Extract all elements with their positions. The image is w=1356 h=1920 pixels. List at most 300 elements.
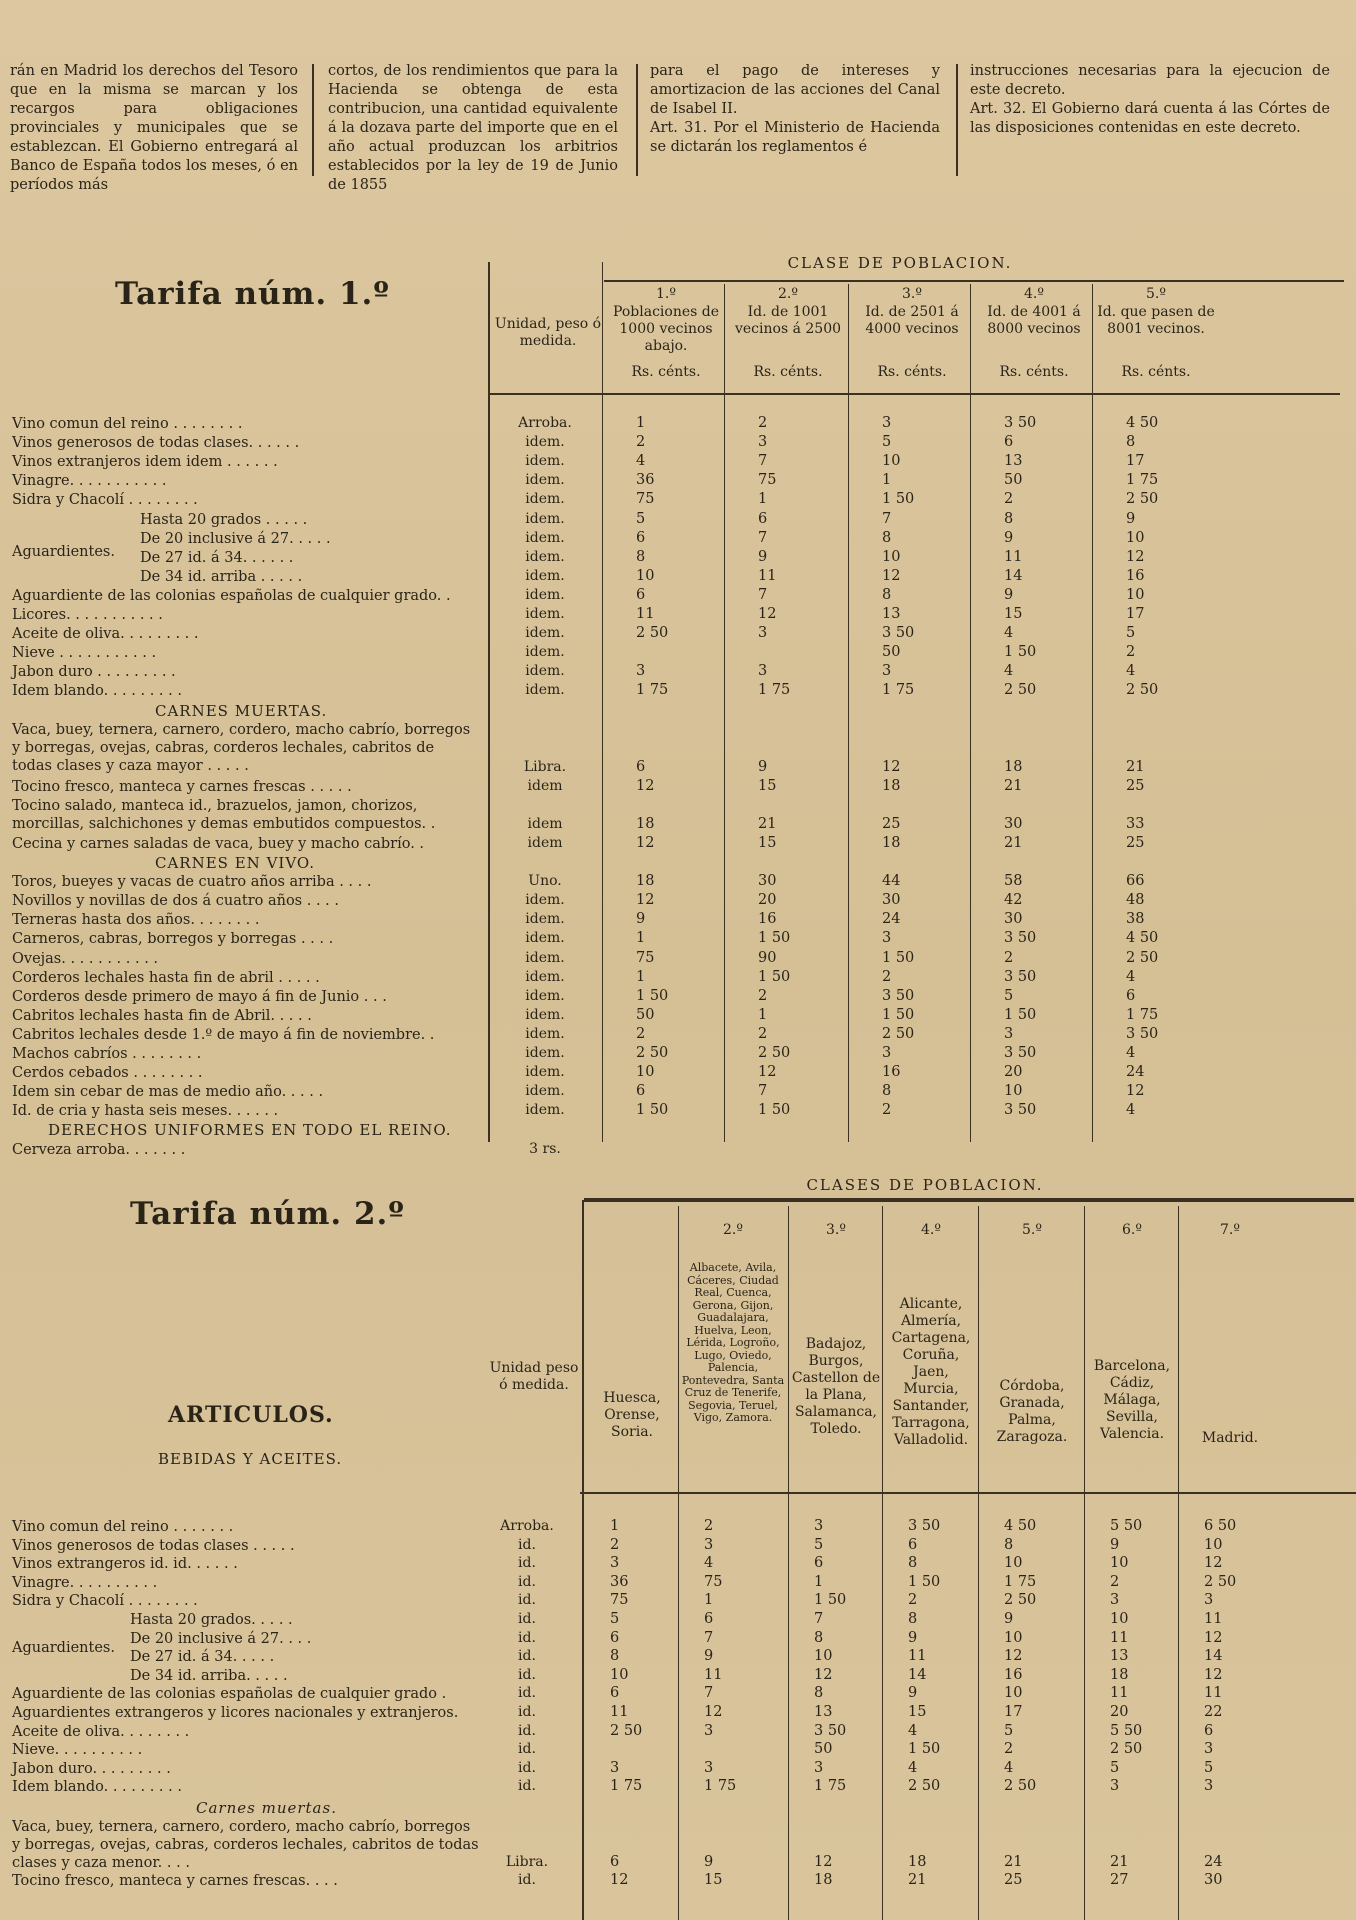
row-unit: Arroba.: [500, 1518, 554, 1534]
rate-value: 6: [610, 1853, 620, 1870]
tarifa-row-label: Aguardiente de las colonias españolas de cualquier grado .: [12, 1686, 447, 1703]
rate-value: 50: [814, 1741, 833, 1758]
uniformes-heading: DERECHOS UNIFORMES EN TODO EL REINO.: [48, 1121, 452, 1140]
tarifa-row-label: Aguardiente de las colonias españolas de cualquier grado. .: [12, 587, 451, 604]
rate-value: 7: [758, 586, 768, 603]
header-rule: [580, 1492, 1356, 1494]
rate-value: 10: [1110, 1611, 1129, 1627]
rate-value: 16: [758, 911, 777, 928]
rate-value: 9: [704, 1853, 714, 1870]
rate-value: 18: [1004, 758, 1023, 775]
tarifa-row-label: Vinos generosos de todas clases. . . . . .: [12, 435, 300, 452]
column-rule: [788, 1206, 789, 1920]
tarifa-row-label: De 27 id. á 34. . . . .: [130, 1649, 275, 1666]
rate-value: 36: [636, 472, 655, 489]
rate-value: 12: [1126, 1083, 1145, 1100]
row-unit: idem.: [525, 1006, 565, 1023]
rate-value: 10: [1004, 1685, 1023, 1702]
rate-value: 2: [636, 1025, 646, 1042]
rate-value: 3 50: [1004, 1045, 1037, 1061]
tarifa-row-label: Cabritos lechales desde 1.º de mayo á fin de noviembre. .: [12, 1026, 435, 1043]
rate-value: 10: [814, 1648, 833, 1665]
rate-value: 6: [610, 1629, 620, 1646]
rate-value: 3: [758, 663, 768, 680]
row-unit: idem.: [525, 586, 565, 603]
rate-value: 75: [636, 949, 655, 966]
column-rule: [848, 284, 849, 1142]
rate-value: 17: [1126, 453, 1145, 470]
class-number: 7.º: [1220, 1222, 1240, 1238]
rate-value: 8: [1004, 510, 1014, 527]
class-description: Poblaciones de 1000 vecinos abajo.: [613, 304, 719, 354]
rate-value: 2 50: [610, 1722, 643, 1739]
rate-value: 17: [1004, 1704, 1023, 1720]
rate-value: 24: [1204, 1853, 1223, 1870]
rate-value: 10: [882, 548, 901, 565]
rate-value: 6: [636, 758, 646, 775]
rate-value: 9: [704, 1648, 714, 1665]
rate-value: 3: [814, 1518, 824, 1534]
rate-value: 16: [1126, 567, 1145, 584]
rate-value: 8: [882, 586, 892, 603]
rate-value: 10: [1126, 586, 1145, 603]
rate-value: 3: [882, 415, 892, 431]
rate-value: 3: [882, 930, 892, 947]
rate-value: 4: [1126, 968, 1136, 985]
rate-value: 6: [1004, 434, 1014, 451]
row-unit: idem.: [525, 682, 565, 699]
rate-value: 16: [882, 1064, 901, 1081]
rate-value: 1 75: [704, 1778, 737, 1795]
rate-value: 1 75: [1004, 1573, 1037, 1590]
rate-value: 1 75: [814, 1778, 847, 1795]
tarifa-2-title: Tarifa núm. 2.º: [130, 1196, 405, 1232]
rate-value: 10: [636, 567, 655, 584]
rate-value: 6: [636, 586, 646, 603]
rate-value: 6: [1126, 987, 1136, 1004]
rate-value: 14: [1204, 1648, 1223, 1665]
row-unit: id.: [518, 1722, 536, 1739]
rate-value: 12: [758, 1064, 777, 1081]
rate-value: 12: [882, 758, 901, 775]
rate-value: 2 50: [758, 1045, 791, 1061]
tarifa-row-label: Nieve. . . . . . . . . .: [12, 1742, 143, 1759]
rate-value: 13: [1004, 453, 1023, 470]
class-number: 1.º: [656, 286, 676, 302]
rate-value: 5: [1126, 625, 1136, 642]
rate-value: 25: [1126, 777, 1145, 794]
tarifa-row-label: Vaca, buey, ternera, carnero, cordero, macho cabrío, borregos y borregas, ovejas, cabras, corderos lechales, cabritos de todas clases y caza menor. . . .: [12, 1818, 479, 1871]
carnes-vivo-heading: CARNES EN VIVO.: [155, 854, 316, 872]
rate-value: 6: [814, 1555, 824, 1572]
rate-value: 9: [1126, 510, 1136, 527]
rate-value: 1 75: [610, 1778, 643, 1795]
rate-value: 3: [1110, 1778, 1120, 1795]
tarifa-row-label: Id. de cria y hasta seis meses. . . . . .: [12, 1103, 279, 1120]
rate-value: 2: [1004, 949, 1014, 966]
rate-value: 66: [1126, 873, 1145, 890]
rate-value: 50: [636, 1006, 655, 1023]
tarifa-row-label: Tocino salado, manteca id., brazuelos, jamon, chorizos, morcillas, salchichones y demas embutidos compuestos. .: [12, 797, 436, 832]
rate-value: 1 50: [636, 987, 669, 1004]
rate-value: 2: [636, 434, 646, 451]
row-unit: idem.: [525, 453, 565, 470]
rate-value: 3 50: [814, 1722, 847, 1739]
rate-value: 1: [636, 415, 646, 431]
column-rule: [978, 1206, 979, 1920]
rate-value: 2 50: [1004, 1592, 1037, 1609]
row-unit: idem.: [525, 663, 565, 680]
rate-value: 9: [1004, 529, 1014, 546]
rate-value: 1 50: [636, 1102, 669, 1119]
tarifa-1-unit-header: Unidad, peso ó medida.: [494, 316, 602, 349]
rate-value: 8: [636, 548, 646, 565]
rate-value: 9: [1004, 586, 1014, 603]
rate-value: 3: [1204, 1592, 1214, 1609]
tarifa-row-label: Vino comun del reino . . . . . . . .: [12, 416, 243, 432]
rate-value: 25: [1004, 1872, 1023, 1889]
rate-value: 12: [636, 892, 655, 909]
rate-value: 4: [1126, 1102, 1136, 1119]
rate-value: 11: [1110, 1629, 1129, 1646]
tarifa-row-label: Vinagre. . . . . . . . . .: [12, 1574, 158, 1591]
rate-value: 3: [704, 1759, 714, 1776]
rate-value: 24: [1126, 1064, 1145, 1081]
class-cities: Huesca, Orense, Soria.: [603, 1390, 661, 1440]
rate-value: 8: [814, 1629, 824, 1646]
tarifa-row-label: Hasta 20 grados . . . . .: [140, 511, 308, 528]
rate-value: 21: [1004, 777, 1023, 794]
tarifa-row-label: Idem sin cebar de mas de medio año. . . . .: [12, 1084, 324, 1101]
tarifa-row-label: Idem blando. . . . . . . . .: [12, 1779, 182, 1796]
rate-value: 8: [882, 529, 892, 546]
rate-value: 3: [882, 1045, 892, 1061]
rate-value: 18: [1110, 1666, 1129, 1683]
rate-value: 14: [1004, 567, 1023, 584]
rate-value: 1: [636, 968, 646, 985]
rate-value: 12: [610, 1872, 629, 1889]
rate-value: 2: [1004, 491, 1014, 508]
column-rule: [636, 64, 638, 176]
rate-value: 90: [758, 949, 777, 966]
rate-value: 3 50: [882, 987, 915, 1004]
row-unit: id.: [518, 1629, 536, 1646]
rate-value: 48: [1126, 892, 1145, 909]
tarifa-row-label: Aguardientes extrangeros y licores nacionales y extranjeros.: [12, 1705, 459, 1721]
tarifa-row-label: Tocino fresco, manteca y carnes frescas. . . .: [12, 1873, 338, 1890]
rate-value: 3: [1204, 1741, 1214, 1758]
rate-value: 3: [1204, 1778, 1214, 1795]
aguardientes-label: Aguardientes.: [12, 1640, 115, 1656]
rate-value: 27: [1110, 1872, 1129, 1889]
class-cities: Barcelona, Cádiz, Málaga, Sevilla, Valencia.: [1093, 1358, 1171, 1442]
rate-value: 18: [636, 815, 655, 832]
rate-value: 8: [882, 1083, 892, 1100]
rate-value: 1 50: [1004, 1006, 1037, 1023]
rate-value: 14: [908, 1666, 927, 1683]
rate-value: 11: [704, 1666, 723, 1683]
rate-value: 8: [814, 1685, 824, 1702]
rate-value: 1: [758, 491, 768, 508]
rate-value: 3: [882, 663, 892, 680]
rate-value: 3: [758, 434, 768, 451]
class-cities: Badajoz, Burgos, Castellon de la Plana, Salamanca, Toledo.: [791, 1336, 881, 1437]
rate-value: 2 50: [1204, 1573, 1237, 1590]
tarifa-row-label: Ovejas. . . . . . . . . . .: [12, 950, 159, 967]
rate-value: 25: [1126, 834, 1145, 851]
article-column-2: cortos, de los rendimientos que para la Hacienda se obtenga de esta contribucion, una cantidad equivalente á la dozava parte del importe que en el año actual produzcan los arbitrios establecidos por la ley de 19 de Junio de 1855: [328, 63, 618, 193]
rate-value: 4: [1126, 663, 1136, 680]
rate-value: 6: [636, 529, 646, 546]
tarifa-row-label: Terneras hasta dos años. . . . . . . .: [12, 912, 260, 929]
tarifa-row-label: Toros, bueyes y vacas de cuatro años arriba . . . .: [12, 874, 372, 891]
rate-value: 2: [758, 1025, 768, 1042]
rate-value: 3: [704, 1536, 714, 1553]
rate-value: 6: [908, 1536, 918, 1553]
article-column-1: rán en Madrid los derechos del Tesoro que en la misma se marcan y los recargos para obligaciones provinciales y municipales que se establezcan. El Gobierno entregará al Banco de España todos los meses, ó en períodos más: [10, 63, 298, 193]
class-cities: Albacete, Avila, Cáceres, Ciudad Real, Cuenca, Gerona, Gijon, Guadalajara, Huelva, Leon, Lérida, Logroño, Lugo, Oviedo, Palencia, Pontevedra, Santa Cruz de Tenerife, Segovia, Teruel, Vigo, Zamora.: [681, 1261, 785, 1424]
rate-value: 12: [636, 834, 655, 851]
rate-value: 15: [758, 777, 777, 794]
rate-value: 5: [1110, 1759, 1120, 1776]
rate-value: 12: [758, 606, 777, 622]
rate-value: 5 50: [1110, 1722, 1143, 1739]
rate-value: 10: [1004, 1083, 1023, 1100]
tarifa-row-label: De 34 id. arriba . . . . .: [140, 568, 303, 585]
rate-value: 2 50: [1004, 1778, 1037, 1795]
class-number: 3.º: [826, 1222, 846, 1238]
rate-value: 4: [1004, 663, 1014, 680]
rate-value: 5: [882, 434, 892, 451]
rate-value: 2: [882, 968, 892, 985]
row-unit: idem.: [525, 625, 565, 642]
row-unit: id.: [518, 1741, 536, 1758]
row-unit: id.: [518, 1555, 536, 1572]
row-unit: idem.: [525, 987, 565, 1004]
rate-value: 2 50: [882, 1025, 915, 1042]
rate-value: 1 50: [882, 1006, 915, 1023]
rate-value: 12: [1126, 548, 1145, 565]
tarifa-row-label: De 34 id. arriba. . . . .: [130, 1667, 288, 1684]
rate-value: 2 50: [636, 625, 669, 642]
rate-value: 10: [1004, 1555, 1023, 1572]
class-unit: Rs. cénts.: [753, 364, 823, 380]
row-unit: idem.: [525, 892, 565, 909]
class-number: 5.º: [1146, 286, 1166, 302]
band-rule: [584, 1198, 1354, 1202]
rate-value: 12: [636, 777, 655, 794]
rate-value: 1 50: [1004, 644, 1037, 661]
rate-value: 18: [882, 834, 901, 851]
rate-value: 75: [758, 472, 777, 489]
tarifa-row-label: Idem blando. . . . . . . . .: [12, 683, 182, 700]
rate-value: 25: [882, 815, 901, 832]
tarifa-row-label: Novillos y novillas de dos á cuatro años . . . .: [12, 893, 339, 910]
rate-value: 2: [1110, 1573, 1120, 1590]
rate-value: 1 50: [882, 949, 915, 966]
row-unit: idem.: [525, 1045, 565, 1061]
rate-value: 8: [908, 1611, 918, 1627]
rate-value: 5: [610, 1611, 620, 1627]
rate-value: 30: [1004, 911, 1023, 928]
article-column-3: para el pago de intereses y amortizacion de las acciones del Canal de Isabel II. Art. 31. Por el Ministerio de Hacienda se dictarán los reglamentos é: [650, 63, 940, 155]
rate-value: 4: [636, 453, 646, 470]
row-unit: id.: [518, 1611, 536, 1627]
class-number: 4.º: [921, 1222, 941, 1238]
rate-value: 21: [1110, 1853, 1129, 1870]
tarifa-row-label: Aceite de oliva. . . . . . . .: [12, 1723, 190, 1740]
row-unit: id.: [518, 1778, 536, 1795]
rate-value: 3: [758, 625, 768, 642]
row-unit: id.: [518, 1573, 536, 1590]
rate-value: 21: [908, 1872, 927, 1889]
rate-value: 4 50: [1126, 930, 1159, 947]
carnes-muertas-heading: CARNES MUERTAS.: [155, 701, 328, 720]
tarifa-1-band: CLASE DE POBLACION.: [787, 254, 1013, 272]
rate-value: 30: [1204, 1872, 1223, 1889]
header-rule: [490, 393, 1340, 395]
tarifa-row-label: Vinagre. . . . . . . . . . .: [12, 473, 167, 490]
rate-value: 1 50: [882, 491, 915, 508]
column-rule: [1092, 284, 1093, 1142]
row-unit: idem.: [525, 930, 565, 947]
rate-value: 10: [1110, 1555, 1129, 1572]
tarifa-row-label: Hasta 20 grados. . . . .: [130, 1612, 293, 1628]
rate-value: 11: [636, 606, 655, 622]
rate-value: 5 50: [1110, 1518, 1143, 1534]
rate-value: 9: [908, 1685, 918, 1702]
row-unit: idem.: [525, 606, 565, 622]
rate-value: 75: [636, 491, 655, 508]
class-cities: Córdoba, Granada, Palma, Zaragoza.: [996, 1378, 1068, 1445]
class-number: 2.º: [723, 1222, 743, 1238]
rate-value: 7: [758, 529, 768, 546]
rate-value: 1: [758, 1006, 768, 1023]
class-number: 5.º: [1022, 1222, 1042, 1238]
rate-value: 75: [610, 1592, 629, 1609]
row-unit: idem.: [525, 472, 565, 489]
rate-value: 15: [704, 1872, 723, 1889]
class-cities: Madrid.: [1201, 1430, 1259, 1446]
rate-value: 12: [882, 567, 901, 584]
row-unit: idem.: [525, 1025, 565, 1042]
tarifa-row-label: De 20 inclusive á 27. . . .: [130, 1630, 312, 1647]
rate-value: 21: [758, 815, 777, 832]
tarifa-row-label: Vaca, buey, ternera, carnero, cordero, macho cabrío, borregos y borregas, ovejas, cabras, corderos lechales, cabritos de todas clases y caza mayor . . . . .: [12, 721, 471, 774]
rate-value: 20: [1004, 1064, 1023, 1081]
rate-value: 15: [908, 1704, 927, 1720]
rate-value: 10: [1126, 529, 1145, 546]
rate-value: 1: [636, 930, 646, 947]
table-rule: [582, 1200, 584, 1920]
row-unit: idem.: [525, 949, 565, 966]
rate-value: 24: [882, 911, 901, 928]
rate-value: 7: [704, 1685, 714, 1702]
rate-value: 15: [758, 834, 777, 851]
rate-value: 11: [758, 567, 777, 584]
rate-value: 1: [704, 1592, 714, 1609]
rate-value: 15: [1004, 606, 1023, 622]
article-column-4: instrucciones necesarias para la ejecucion de este decreto. Art. 32. El Gobierno dará cuenta á las Córtes de las disposiciones contenidas en este decreto.: [970, 63, 1330, 136]
rate-value: 30: [758, 873, 777, 890]
tarifa-row-label: De 20 inclusive á 27. . . . .: [140, 530, 331, 547]
rate-value: 2 50: [1110, 1741, 1143, 1758]
band-rule: [604, 280, 1344, 282]
rate-value: 1: [882, 472, 892, 489]
tarifa-row-label: Nieve . . . . . . . . . . .: [12, 645, 157, 662]
row-unit: idem.: [525, 1064, 565, 1081]
rate-value: 2: [1126, 644, 1136, 661]
rate-value: 6: [1204, 1722, 1214, 1739]
rate-value: 1 50: [908, 1741, 941, 1758]
tarifa-row-label: Cerdos cebados . . . . . . . .: [12, 1065, 203, 1082]
rate-value: 3: [704, 1722, 714, 1739]
tarifa-row-label: Licores. . . . . . . . . . .: [12, 607, 163, 623]
rate-value: 9: [758, 548, 768, 565]
rate-value: 3 50: [1004, 930, 1037, 947]
rate-value: 50: [882, 644, 901, 661]
aguardientes-label: Aguardientes.: [12, 544, 115, 560]
rate-value: 5: [1204, 1759, 1214, 1776]
row-unit: Libra.: [523, 758, 567, 775]
rate-value: 9: [908, 1629, 918, 1646]
rate-value: 3: [636, 663, 646, 680]
tarifa-row-label: Cerveza arroba. . . . . . .: [12, 1141, 186, 1158]
rate-value: 1 75: [758, 682, 791, 699]
rate-value: 4: [908, 1722, 918, 1739]
rate-value: 5: [1004, 1722, 1014, 1739]
row-unit: id.: [518, 1536, 536, 1553]
rate-value: 1 50: [908, 1573, 941, 1590]
tarifa-row-label: Vinos extrangeros id. id. . . . . .: [12, 1556, 238, 1573]
class-number: 6.º: [1122, 1222, 1142, 1238]
rate-value: 30: [882, 892, 901, 909]
column-rule: [1084, 1206, 1085, 1920]
rate-value: 1: [610, 1518, 620, 1534]
row-unit: idem.: [525, 1102, 565, 1119]
rate-value: 1 50: [758, 1102, 791, 1119]
rate-value: 2: [882, 1102, 892, 1119]
tarifa-row-label: Machos cabríos . . . . . . . .: [12, 1046, 202, 1062]
rate-value: 11: [1204, 1611, 1223, 1627]
rate-value: 50: [1004, 472, 1023, 489]
rate-value: 13: [1110, 1648, 1129, 1665]
rate-value: 3: [610, 1759, 620, 1776]
rate-value: 10: [882, 453, 901, 470]
row-unit: idem: [527, 777, 563, 794]
rate-value: 20: [1110, 1704, 1129, 1720]
rate-value: 2 50: [636, 1045, 669, 1061]
rate-value: 2: [610, 1536, 620, 1553]
tarifa-2-band: CLASES DE POBLACION.: [806, 1176, 1044, 1194]
column-rule: [956, 64, 958, 176]
tarifa-row-label: Sidra y Chacolí . . . . . . . .: [12, 492, 198, 509]
rate-value: 8: [1004, 1536, 1014, 1553]
row-unit: id.: [518, 1592, 536, 1609]
class-unit: Rs. cénts.: [999, 364, 1069, 380]
row-unit: idem.: [525, 911, 565, 928]
tarifa-row-label: Jabon duro . . . . . . . . .: [12, 664, 176, 681]
row-unit: id.: [518, 1872, 536, 1889]
rate-value: 4 50: [1126, 415, 1159, 431]
row-unit: idem.: [525, 510, 565, 527]
rate-value: 4: [704, 1555, 714, 1572]
rate-value: 4 50: [1004, 1518, 1037, 1534]
tarifa-row-label: Tocino fresco, manteca y carnes frescas . . . . .: [12, 778, 352, 795]
rate-value: 3 50: [882, 625, 915, 642]
rate-value: 12: [1204, 1629, 1223, 1646]
rate-value: 2 50: [1004, 682, 1037, 699]
